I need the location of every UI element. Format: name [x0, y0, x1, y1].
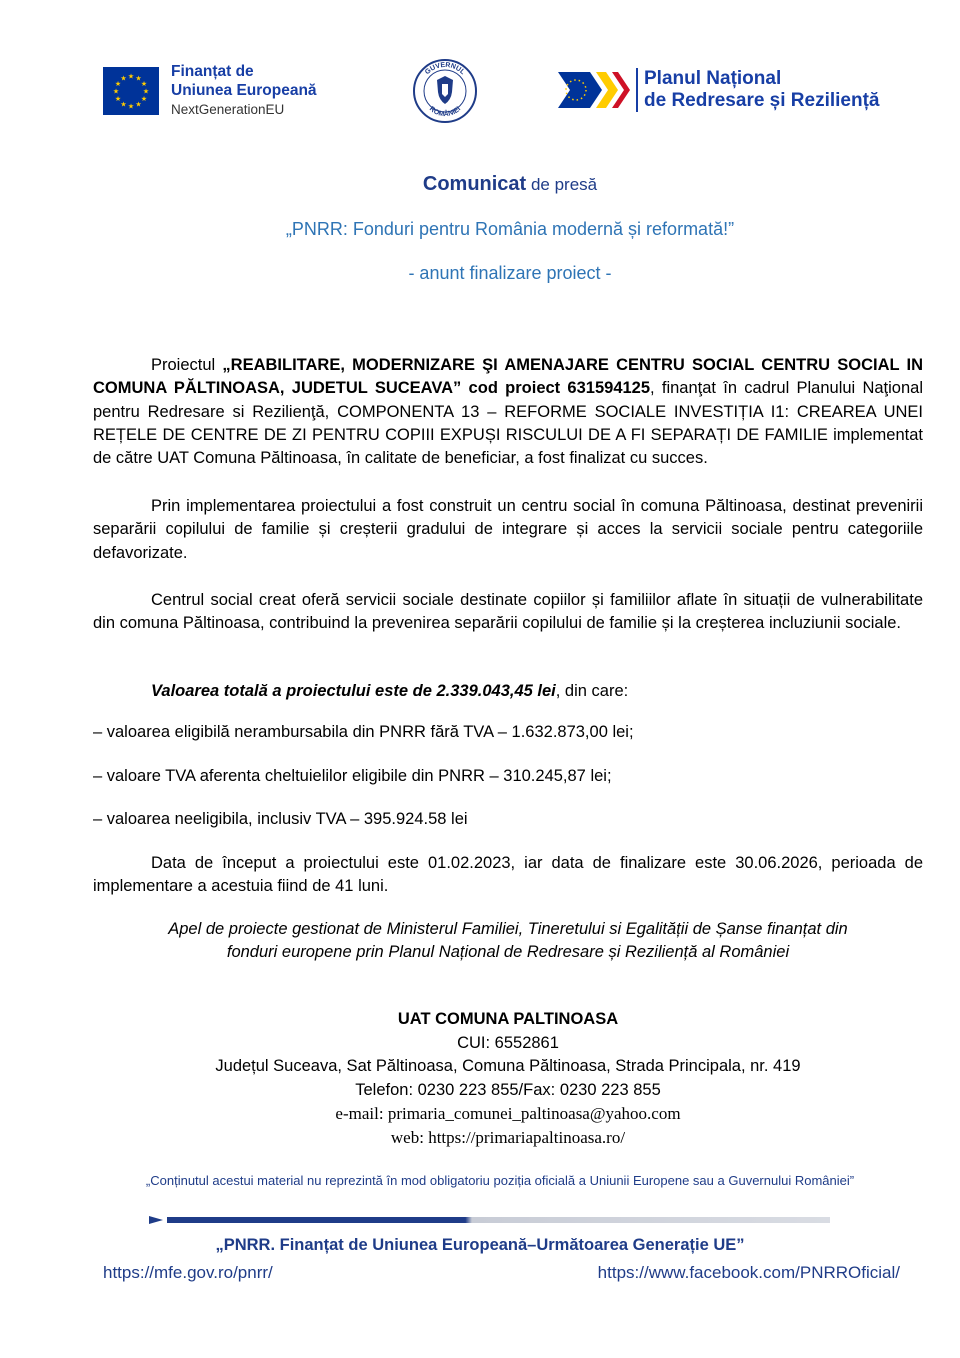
- seal-bottom-text: ROMÂNIEI: [427, 105, 463, 119]
- footer-bar: [149, 1213, 830, 1231]
- eu-star-icon: ★: [135, 100, 142, 108]
- eu-flag-icon: [103, 67, 159, 115]
- eu-star-icon: ★: [140, 80, 148, 88]
- paragraph-total-value: [93, 680, 923, 703]
- eu-star-icon: ★: [120, 100, 127, 108]
- seal-top-text: GUVERNUL: [424, 61, 467, 77]
- call-note-line1: Apel de proiecte gestionat de Ministerul Familiei, Tineretului si Egalității de Șanse finanțat din: [168, 920, 848, 938]
- pnrr-logo-line1: Planul Național: [644, 68, 782, 89]
- eu-star-icon: ★: [114, 95, 122, 103]
- eu-star-icon: ★: [127, 103, 135, 110]
- eu-star-icon: ★: [135, 75, 142, 83]
- total-value-rest: , din care:: [555, 682, 629, 700]
- eu-logo-line1: Finanțat de: [171, 63, 254, 80]
- pnrr-chevrons-icon: [556, 66, 630, 114]
- contact-phone: Telefon: 0230 223 855/Fax: 0230 223 855: [355, 1080, 661, 1099]
- paragraph-project: [93, 354, 923, 470]
- call-note: [93, 918, 923, 964]
- contact-email[interactable]: e-mail: primaria_comunei_paltinoasa@yahoo.com: [335, 1104, 681, 1123]
- eu-star-icon: ★: [120, 75, 127, 83]
- eu-star-icon: ★: [114, 80, 122, 88]
- eu-logo-line2: Uniunea Europeană: [171, 82, 317, 99]
- page-title: [0, 173, 960, 196]
- eu-logo-line3: NextGenerationEU: [171, 102, 285, 117]
- p1-project-name: „REABILITARE, MODERNIZARE ŞI AMENAJARE CENTRU SOCIAL CENTRU SOCIAL IN COMUNA PĂLTINOASA, JUDETUL SUCEAVA” cod proiect 631594125: [93, 356, 923, 398]
- footer-gradient-bar: [149, 1214, 830, 1226]
- list-item: – valoare TVA aferenta cheltuielilor eligibile din PNRR – 310.245,87 lei;: [93, 767, 612, 785]
- contact-org: UAT COMUNA PALTINOASA: [397, 1010, 619, 1028]
- pnrr-logo: [556, 66, 880, 114]
- subtitle: „PNRR: Fonduri pentru România modernă și reformată!”: [285, 219, 735, 239]
- government-seal-icon: [412, 58, 478, 124]
- paragraph-dates: Data de început a proiectului este 01.02.2023, iar data de finalizare este 30.06.2026, perioada de implementare a acestuia fiind de 41 luni.: [93, 854, 923, 896]
- call-note-line2: fonduri europene prin Planul Național de Redresare și Reziliență al României: [226, 943, 790, 961]
- eu-star-icon: ★: [142, 88, 150, 95]
- title-bold: Comunicat: [422, 173, 527, 195]
- eu-star-icon: ★: [112, 88, 120, 95]
- eu-star-icon: ★: [127, 73, 135, 80]
- list-item: – valoarea neeligibila, inclusiv TVA – 395.924.58 lei: [93, 810, 468, 828]
- contact-cui: CUI: 6552861: [457, 1033, 559, 1052]
- eu-star-icon: ★: [140, 95, 148, 103]
- list-item: – valoarea eligibilă nerambursabila din PNRR fără TVA – 1.632.873,00 lei;: [93, 723, 634, 741]
- subtitle-announcement: - anunt finalizare proiect -: [408, 263, 612, 283]
- p1-intro: Proiectul: [151, 356, 223, 374]
- p1-details: , finanţat în cadrul Planului Naţional pentru Redresare si Rezilienţă, COMPONENTA 13 – REFORME SOCIALE INVESTIȚIA I1: CREAREA UNEI REȚELE DE CENTRE DE ZI PENTRU COPIII EXPUȘI RISCULUI DE A FI SEPARAȚI DE FAMILIE implementat de către UAT Comuna Păltinoasa, în calitate de beneficiar, a fost finalizat cu succes.: [93, 379, 924, 468]
- footer-link-mfe[interactable]: https://mfe.gov.ro/pnrr/: [103, 1263, 273, 1282]
- footer-slogan: „PNRR. Finanțat de Uniunea Europeană–Următoarea Generație UE”: [215, 1236, 745, 1254]
- contact-address: Județul Suceava, Sat Păltinoasa, Comuna Păltinoasa, Strada Principala, nr. 419: [215, 1057, 801, 1075]
- title-rest: de presă: [526, 175, 598, 194]
- contact-web[interactable]: web: https://primariapaltinoasa.ro/: [390, 1127, 626, 1147]
- total-value-text: Valoarea totală a proiectului este de 2.339.043,45 lei: [151, 682, 556, 700]
- contact-block: [93, 1008, 923, 1149]
- eu-funding-logo: [103, 62, 317, 119]
- government-seal-logo: [412, 58, 478, 129]
- disclaimer: „Conținutul acestui material nu reprezintă în mod obligatoriu poziția oficială a Uniunii Europene sau a Guvernului României”: [145, 1173, 855, 1188]
- paragraph-implementation: Prin implementarea proiectului a fost construit un centru social în comuna Păltinoasa, destinat prevenirii separării copilului de familie și creșterii gradului de integrare și acces la servicii sociale pentru categoriile defavorizate.: [93, 497, 923, 562]
- footer-link-facebook[interactable]: https://www.facebook.com/PNRROficial/: [597, 1263, 900, 1282]
- pnrr-logo-line2: de Redresare și Reziliență: [644, 90, 880, 111]
- paragraph-services: Centrul social creat oferă servicii sociale destinate copiilor și familiilor aflate în situații de vulnerabilitate din comuna Păltinoasa, contribuind la prevenirea separării copilului de familie și la creșterea incluziunii sociale.: [93, 591, 923, 633]
